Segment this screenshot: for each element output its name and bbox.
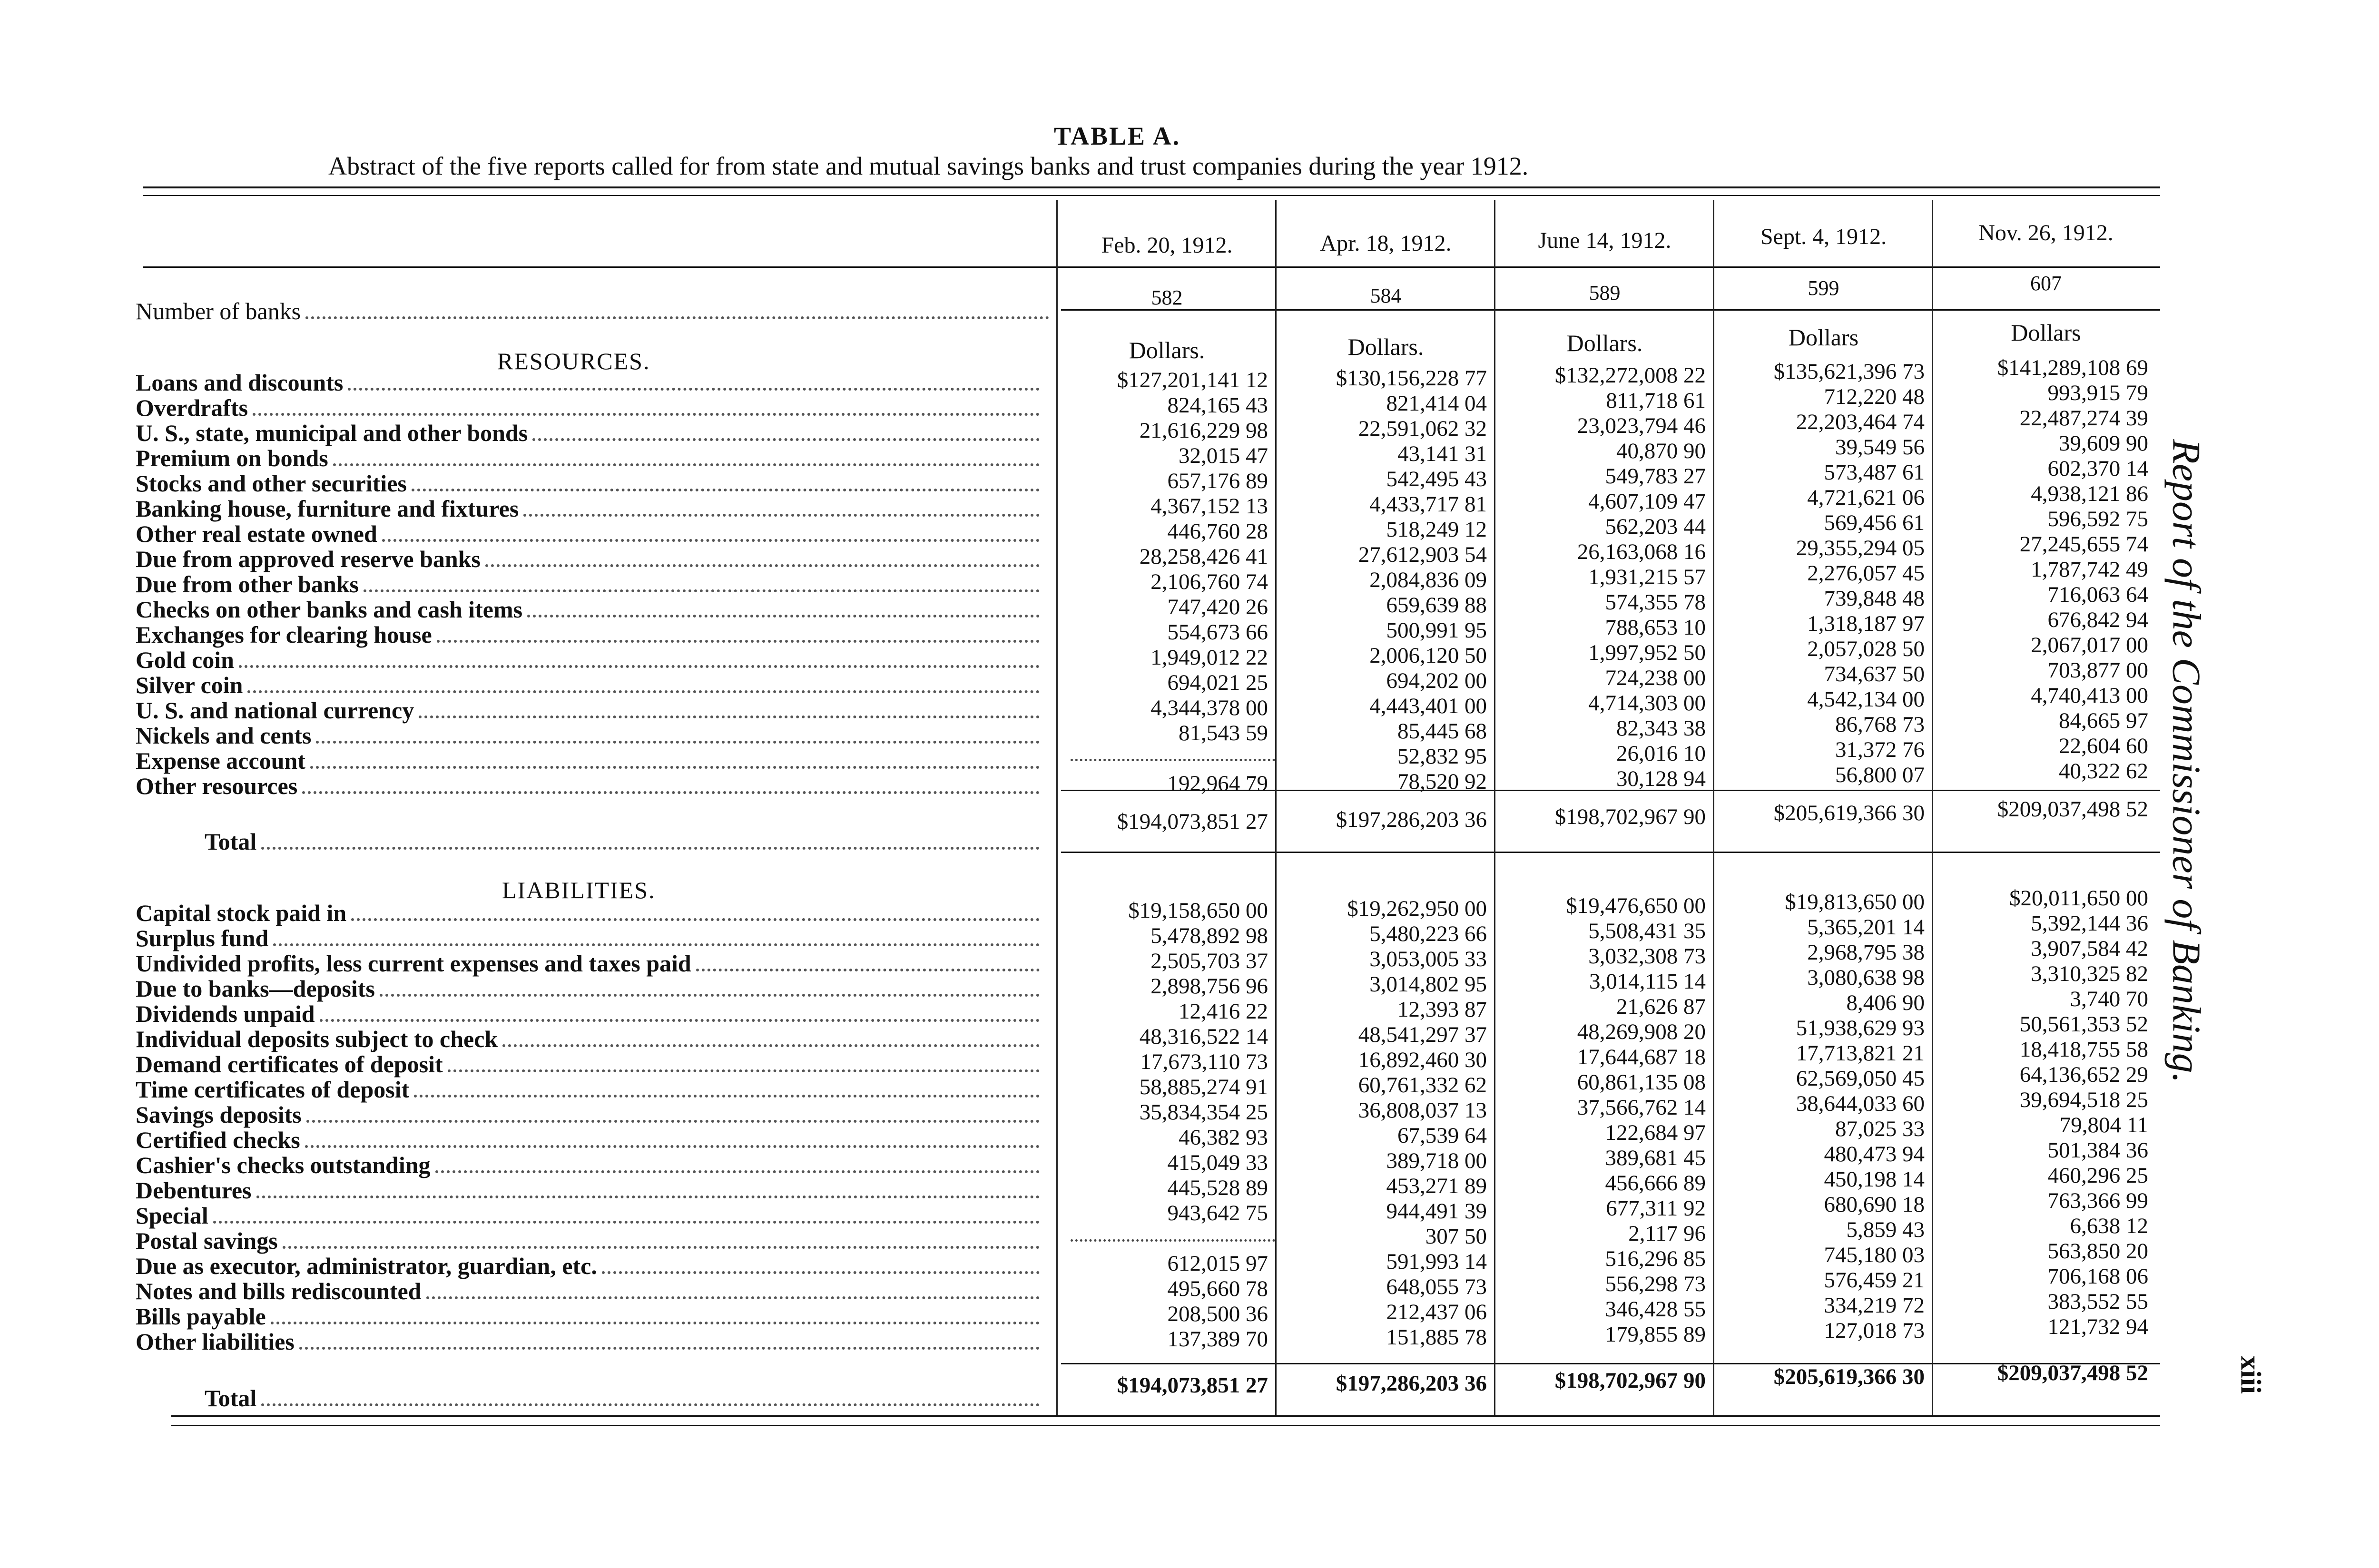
liabilities-cell: 8,406 90 (1846, 990, 1925, 1015)
resources-cell: 86,768 73 (1835, 712, 1925, 737)
resources-cell: 1,787,742 49 (2031, 557, 2148, 582)
page-number-text: xiii (2235, 1355, 2267, 1394)
liabilities-cell: 18,418,755 58 (2019, 1037, 2148, 1062)
liabilities-cell: $19,262,950 00 (1347, 896, 1487, 921)
resources-row (136, 598, 1040, 623)
liabilities-row (136, 1305, 1040, 1330)
resources-cell: $127,201,141 12 (1117, 368, 1268, 392)
liabilities-cell: 5,478,892 98 (1150, 923, 1268, 948)
liabilities-cell: 17,673,110 73 (1140, 1049, 1268, 1074)
resources-cell: 724,238 00 (1605, 666, 1706, 690)
resources-cell: 747,420 26 (1167, 595, 1268, 619)
resources-cell: 1,949,012 22 (1150, 645, 1268, 670)
liabilities-cell: 706,168 06 (2047, 1264, 2148, 1289)
resources-cell: 21,616,229 98 (1139, 418, 1268, 443)
liabilities-cell: 35,834,354 25 (1139, 1100, 1268, 1125)
unit-5: Dollars (2011, 319, 2081, 346)
liabilities-total-label: Total (205, 1387, 257, 1411)
liabilities-cell: 334,219 72 (1824, 1293, 1925, 1318)
resources-row (136, 774, 1040, 800)
resources-row-label: Banking house, furniture and fixtures (136, 497, 519, 522)
resources-row (136, 472, 1040, 497)
liabilities-row-label: Demand certificates of deposit (136, 1053, 443, 1078)
resources-cell: 1,997,952 50 (1588, 640, 1706, 665)
resources-cell: 518,249 12 (1386, 517, 1487, 542)
liabilities-cell: 3,014,115 14 (1589, 969, 1706, 994)
liabilities-row (136, 1002, 1040, 1028)
resources-cell: 22,487,274 39 (2019, 406, 2148, 431)
liabilities-cell: 137,389 70 (1167, 1327, 1268, 1352)
liabilities-cell: 3,053,005 33 (1369, 947, 1487, 971)
liabilities-cell: 5,365,201 14 (1807, 915, 1925, 940)
liabilities-cell: 2,898,756 96 (1150, 974, 1268, 999)
resources-total-value: $197,286,203 36 (1336, 807, 1487, 832)
resources-row (136, 648, 1040, 674)
liabilities-total-value: $198,702,967 90 (1554, 1368, 1706, 1393)
resources-cell: 993,915 79 (2047, 381, 2148, 405)
resources-row (136, 699, 1040, 724)
liabilities-row-label: Debentures (136, 1179, 252, 1204)
liabilities-row-label: Cashier's checks outstanding (136, 1154, 431, 1178)
resources-cell: 569,456 61 (1824, 510, 1925, 535)
liabilities-cell: 3,032,308 73 (1588, 944, 1706, 969)
resources-cell: 4,721,621 06 (1807, 485, 1925, 510)
resources-cell: 542,495 43 (1386, 467, 1487, 491)
resources-cell: 821,414 04 (1386, 391, 1487, 416)
liabilities-cell: 67,539 64 (1397, 1123, 1487, 1148)
liabilities-row-label: Due as executor, administrator, guardian, etc. (136, 1254, 597, 1279)
resources-row-label: U. S., state, municipal and other bonds (136, 421, 528, 446)
resources-cell: 694,021 25 (1167, 670, 1268, 695)
liabilities-cell: 3,014,802 95 (1369, 972, 1487, 997)
resources-cell: 659,639 88 (1386, 593, 1487, 617)
resources-cell: 26,016 10 (1616, 741, 1706, 766)
resources-row-label: Gold coin (136, 648, 234, 673)
resources-cell: 85,445 68 (1397, 719, 1487, 744)
resources-row (136, 749, 1040, 774)
liabilities-row-label: Other liabilities (136, 1330, 295, 1355)
header-rule (143, 266, 2160, 268)
number-of-banks-label: Number of banks (136, 300, 301, 324)
resources-row (136, 396, 1040, 421)
resources-cell: 4,367,152 13 (1150, 494, 1268, 519)
resources-row-label: Exchanges for clearing house (136, 623, 432, 648)
liabilities-cell: 2,968,795 38 (1807, 940, 1925, 965)
liabilities-cell: 6,638 12 (2070, 1214, 2148, 1238)
liabilities-cell: $19,158,650 00 (1128, 898, 1268, 923)
liabilities-row (136, 1179, 1040, 1204)
resources-cell: 554,673 66 (1167, 620, 1268, 645)
resources-cell: 26,163,068 16 (1577, 539, 1706, 564)
liabilities-total-value: $205,619,366 30 (1773, 1364, 1925, 1389)
resources-cell: 56,800 07 (1835, 763, 1925, 787)
resources-cell: 716,063 64 (2047, 582, 2148, 607)
unit-3: Dollars. (1566, 330, 1643, 356)
liabilities-row (136, 902, 1040, 927)
resources-total-value: $198,702,967 90 (1554, 804, 1706, 829)
resources-row-label: Overdrafts (136, 396, 248, 421)
resources-cell: 824,165 43 (1167, 393, 1268, 418)
resources-cell: 574,355 78 (1605, 590, 1706, 615)
resources-cell: 52,832 95 (1397, 744, 1487, 769)
resources-cell: 1,931,215 57 (1588, 565, 1706, 589)
resources-cell: $132,272,008 22 (1554, 363, 1706, 388)
liabilities-cell: 3,310,325 82 (2031, 961, 2148, 986)
liabilities-cell: 389,718 00 (1386, 1148, 1487, 1173)
liabilities-cell: 16,892,460 30 (1358, 1048, 1487, 1072)
resources-row-label: Checks on other banks and cash items (136, 598, 523, 623)
resources-row-label: U. S. and national currency (136, 699, 414, 724)
liabilities-cell: 12,393 87 (1397, 997, 1487, 1022)
resources-cell: 788,653 10 (1605, 615, 1706, 640)
liabilities-row (136, 1254, 1040, 1280)
liabilities-cell: 763,366 99 (2047, 1188, 2148, 1213)
liabilities-cell: 450,198 14 (1824, 1167, 1925, 1192)
liabilities-cell: 36,808,037 13 (1358, 1098, 1487, 1123)
liabilities-cell: 576,459 21 (1824, 1268, 1925, 1293)
col-rule-5 (1932, 200, 1933, 1415)
liabilities-cell: 677,311 92 (1606, 1196, 1706, 1221)
resources-cell: 4,740,413 00 (2031, 683, 2148, 708)
liabilities-cell: 944,491 39 (1386, 1199, 1487, 1224)
liabilities-cell: 680,690 18 (1824, 1192, 1925, 1217)
column-date-2: Apr. 18, 1912. (1320, 231, 1452, 256)
liabilities-row-label: Time certificates of deposit (136, 1078, 410, 1103)
liabilities-cell: 58,885,274 91 (1139, 1075, 1268, 1099)
liabilities-row-label: Undivided profits, less current expenses and taxes paid (136, 952, 691, 977)
resources-cell: 29,355,294 05 (1796, 536, 1925, 560)
table-title: TABLE A. (1054, 122, 1181, 150)
bottom-rule (171, 1415, 2160, 1417)
liabilities-cell: 64,136,652 29 (2019, 1062, 2148, 1087)
liabilities-row (136, 977, 1040, 1002)
resources-cell: 500,991 95 (1386, 618, 1487, 643)
liabilities-cell: 480,473 94 (1824, 1142, 1925, 1166)
liabilities-cell: 445,528 89 (1167, 1176, 1268, 1200)
resources-cell: 811,718 61 (1606, 388, 1706, 413)
liabilities-row (136, 952, 1040, 977)
liabilities-cell: 212,437 06 (1386, 1300, 1487, 1324)
resources-cell: 734,637 50 (1824, 662, 1925, 686)
resources-cell: 40,322 62 (2059, 759, 2148, 784)
resources-cell: 4,433,717 81 (1369, 492, 1487, 517)
liabilities-cell: 121,732 94 (2047, 1314, 2148, 1339)
resources-cell: 657,176 89 (1167, 469, 1268, 493)
resources-cell: 30,128 94 (1616, 766, 1706, 791)
resources-cell: 39,609 90 (2059, 431, 2148, 456)
liabilities-cell: 3,740 70 (2070, 987, 2148, 1011)
liabilities-cell: 46,382 93 (1179, 1125, 1268, 1150)
liabilities-cell: 51,938,629 93 (1796, 1016, 1925, 1040)
liabilities-cell: 563,850 20 (2047, 1239, 2148, 1264)
liabilities-cell: 2,505,703 37 (1150, 949, 1268, 973)
resources-cell: 4,542,134 00 (1807, 687, 1925, 712)
liabilities-cell: 5,480,223 66 (1369, 921, 1487, 946)
liabilities-cell: 5,508,431 35 (1588, 919, 1706, 943)
resources-cell: 2,106,760 74 (1150, 569, 1268, 594)
resources-total-value: $194,073,851 27 (1117, 809, 1268, 834)
col-rule-1 (1056, 200, 1058, 1415)
resources-cell: 32,015 47 (1179, 443, 1268, 468)
column-date-4: Sept. 4, 1912. (1760, 224, 1887, 249)
resources-row (136, 447, 1040, 472)
liabilities-cell: 389,681 45 (1605, 1146, 1706, 1170)
resources-cell: 81,543 59 (1179, 721, 1268, 745)
liabilities-cell: 346,428 55 (1605, 1297, 1706, 1322)
liabilities-row-label: Dividends unpaid (136, 1002, 315, 1027)
liabilities-cell: 12,416 22 (1179, 999, 1268, 1024)
resources-cell: 4,938,121 86 (2031, 481, 2148, 506)
resources-row (136, 421, 1040, 447)
column-date-5: Nov. 26, 1912. (1978, 220, 2114, 245)
liabilities-cell: 62,569,050 45 (1796, 1066, 1925, 1091)
liabilities-cell: 648,055 73 (1386, 1274, 1487, 1299)
liabilities-row-label: Notes and bills rediscounted (136, 1280, 422, 1304)
liabilities-row (136, 1028, 1040, 1053)
resources-row (136, 674, 1040, 699)
resources-cell: 27,612,903 54 (1358, 542, 1487, 567)
top-rule-thin (143, 195, 2160, 196)
resources-total-value: $205,619,366 30 (1773, 801, 1925, 825)
table-subtitle: Abstract of the five reports called for from state and mutual savings banks and trust companies during the year 1912. (328, 152, 1529, 180)
resources-heading: RESOURCES. (497, 348, 650, 374)
liabilities-total-value: $197,286,203 36 (1336, 1371, 1487, 1396)
resources-cell: 40,870 90 (1616, 439, 1706, 463)
liabilities-cell: 453,271 89 (1386, 1174, 1487, 1198)
liabilities-cell: 556,298 73 (1605, 1272, 1706, 1296)
col-rule-4 (1713, 200, 1714, 1415)
liabilities-cell: 415,049 33 (1167, 1150, 1268, 1175)
liabilities-total-value: $194,073,851 27 (1117, 1373, 1268, 1398)
resources-total-label: Total (205, 830, 257, 855)
liabilities-row (136, 1204, 1040, 1229)
liabilities-row-label: Due to banks—deposits (136, 977, 375, 1002)
liabilities-row (136, 1330, 1040, 1355)
resources-row-label: Silver coin (136, 674, 243, 698)
resources-cell: 602,370 14 (2047, 456, 2148, 481)
liabilities-cell: 612,015 97 (1167, 1251, 1268, 1276)
liabilities-cell: 943,642 75 (1167, 1201, 1268, 1225)
liabilities-cell: 79,804 11 (2059, 1113, 2148, 1137)
number-of-banks-row (136, 300, 1049, 325)
resources-row (136, 724, 1040, 749)
resources-cell: 4,714,303 00 (1588, 691, 1706, 715)
liabilities-cell: 5,859 43 (1846, 1217, 1925, 1242)
liabilities-row (136, 1053, 1040, 1078)
liabilities-cell: 37,566,762 14 (1577, 1095, 1706, 1120)
bottom-rule-thin (171, 1425, 2160, 1426)
liabilities-total-row (205, 1387, 1040, 1412)
liabilities-total-value: $209,037,498 52 (1997, 1361, 2148, 1385)
liabilities-row (136, 1128, 1040, 1154)
resources-cell: $141,289,108 69 (1997, 355, 2148, 380)
liabilities-cell: 456,666 89 (1605, 1171, 1706, 1196)
resources-cell: 549,783 27 (1605, 464, 1706, 489)
resources-dotted-separator (1071, 759, 1275, 761)
bank-count-2: 584 (1370, 284, 1402, 307)
unit-4: Dollars (1788, 324, 1859, 351)
resources-cell: 23,023,794 46 (1577, 413, 1706, 438)
liabilities-cell: 591,993 14 (1386, 1249, 1487, 1274)
resources-row-label: Due from other banks (136, 573, 359, 598)
resources-row (136, 548, 1040, 573)
resources-cell: 78,520 92 (1397, 769, 1487, 794)
resources-cell: 4,607,109 47 (1588, 489, 1706, 514)
resources-cell: 703,877 00 (2047, 658, 2148, 683)
liabilities-cell: 127,018 73 (1824, 1318, 1925, 1343)
liabilities-cell: 208,500 36 (1167, 1302, 1268, 1326)
resources-cell: 2,006,120 50 (1369, 643, 1487, 668)
resources-cell: 2,067,017 00 (2031, 633, 2148, 657)
resources-cell: $130,156,228 77 (1336, 366, 1487, 391)
resources-cell: 28,258,426 41 (1139, 544, 1268, 569)
resources-cell: 31,372 76 (1835, 737, 1925, 762)
liabilities-cell: 48,269,908 20 (1577, 1019, 1706, 1044)
resources-cell: 446,760 28 (1167, 519, 1268, 544)
liabilities-row-label: Surplus fund (136, 927, 269, 951)
resources-row-label: Expense account (136, 749, 305, 774)
liabilities-cell: 60,861,135 08 (1577, 1070, 1706, 1095)
resources-row-label: Other real estate owned (136, 522, 377, 547)
resources-cell: 596,592 75 (2047, 507, 2148, 531)
resources-total-value: $209,037,498 52 (1997, 797, 2148, 822)
liabilities-row-label: Bills payable (136, 1305, 266, 1330)
resources-cell: 739,848 48 (1824, 586, 1925, 611)
resources-row-label: Nickels and cents (136, 724, 312, 749)
liabilities-cell: $19,813,650 00 (1785, 890, 1925, 914)
unit-2: Dollars. (1347, 333, 1424, 360)
liabilities-cell: 2,117 96 (1628, 1221, 1706, 1246)
resources-cell: 676,842 94 (2047, 608, 2148, 632)
resources-cell: 22,604 60 (2059, 734, 2148, 758)
liabilities-cell: 48,541,297 37 (1358, 1022, 1487, 1047)
liabilities-dotted-separator (1071, 1239, 1275, 1242)
liabilities-row (136, 1229, 1040, 1254)
liabilities-row-label: Savings deposits (136, 1103, 302, 1128)
liabilities-cell: 38,644,033 60 (1796, 1091, 1925, 1116)
side-title-text: Report of the Commissioner of Banking. (2164, 439, 2209, 1083)
column-date-3: June 14, 1912. (1538, 228, 1671, 253)
resources-cell: $135,621,396 73 (1773, 359, 1925, 384)
bank-count-3: 589 (1589, 281, 1621, 304)
resources-cell: 4,443,401 00 (1369, 694, 1487, 718)
liabilities-cell: 179,855 89 (1605, 1322, 1706, 1347)
resources-total-row (205, 830, 1040, 855)
resources-cell: 562,203 44 (1605, 514, 1706, 539)
resources-cell: 4,344,378 00 (1150, 696, 1268, 720)
liabilities-cell: 17,644,687 18 (1577, 1045, 1706, 1069)
liabilities-row-label: Certified checks (136, 1128, 300, 1153)
col-rule-2 (1275, 200, 1277, 1415)
resources-row (136, 573, 1040, 598)
liabilities-row-label: Postal savings (136, 1229, 278, 1254)
resources-row-label: Stocks and other securities (136, 472, 407, 497)
liabilities-cell: 39,694,518 25 (2019, 1088, 2148, 1112)
resources-cell: 82,343 38 (1616, 716, 1706, 741)
resources-cell: 43,141 31 (1397, 441, 1487, 466)
resources-row (136, 497, 1040, 522)
liabilities-cell: 17,713,821 21 (1796, 1041, 1925, 1066)
resources-cell: 84,665 97 (2059, 708, 2148, 733)
liabilities-row (136, 1154, 1040, 1179)
liabilities-cell: 5,392,144 36 (2031, 911, 2148, 936)
liabilities-cell: 21,626 87 (1616, 994, 1706, 1019)
resources-cell: 1,318,187 97 (1807, 611, 1925, 636)
column-date-1: Feb. 20, 1912. (1101, 233, 1233, 258)
resources-cell: 712,220 48 (1824, 384, 1925, 409)
liabilities-cell: 87,025 33 (1835, 1117, 1925, 1141)
liabilities-cell: 495,660 78 (1167, 1276, 1268, 1301)
liabilities-row (136, 1280, 1040, 1305)
liabilities-row-label: Special (136, 1204, 208, 1229)
liabilities-row-label: Individual deposits subject to check (136, 1028, 498, 1052)
resources-cell: 27,245,655 74 (2019, 532, 2148, 557)
liabilities-cell: 745,180 03 (1824, 1243, 1925, 1267)
resources-row-label: Due from approved reserve banks (136, 548, 481, 572)
liabilities-cell: 122,684 97 (1605, 1120, 1706, 1145)
bank-count-5: 607 (2030, 272, 2062, 295)
liabilities-cell: 460,296 25 (2047, 1163, 2148, 1188)
resources-total-bottom-rule (1061, 852, 2160, 853)
liabilities-cell: 516,296 85 (1605, 1246, 1706, 1271)
resources-row-label: Loans and discounts (136, 371, 344, 396)
liabilities-cell: 3,907,584 42 (2031, 936, 2148, 961)
resources-cell: 573,487 61 (1824, 460, 1925, 485)
liabilities-row (136, 1078, 1040, 1103)
resources-cell: 694,202 00 (1386, 668, 1487, 693)
resources-cell: 192,964 79 (1167, 771, 1268, 796)
liabilities-heading: LIABILITIES. (502, 877, 656, 903)
liabilities-cell: 307 50 (1425, 1224, 1487, 1249)
liabilities-cell: 60,761,332 62 (1358, 1073, 1487, 1098)
liabilities-row (136, 927, 1040, 952)
resources-cell: 22,203,464 74 (1796, 410, 1925, 434)
col-rule-3 (1494, 200, 1495, 1415)
resources-row-label: Premium on bonds (136, 447, 328, 471)
resources-cell: 2,276,057 45 (1807, 561, 1925, 586)
unit-1: Dollars. (1129, 337, 1205, 363)
bank-count-1: 582 (1151, 286, 1183, 309)
liabilities-cell: 3,080,638 98 (1807, 965, 1925, 990)
liabilities-cell: 383,552 55 (2047, 1289, 2148, 1314)
resources-row (136, 371, 1040, 396)
bank-count-4: 599 (1808, 276, 1839, 300)
resources-cell: 22,591,062 32 (1358, 416, 1487, 441)
resources-row (136, 522, 1040, 548)
liabilities-cell: 151,885 78 (1386, 1325, 1487, 1350)
liabilities-row-label: Capital stock paid in (136, 902, 347, 926)
resources-row (136, 623, 1040, 648)
liabilities-cell: $20,011,650 00 (2009, 886, 2148, 911)
resources-row-label: Other resources (136, 774, 298, 799)
top-rule (143, 186, 2160, 188)
resources-cell: 2,057,028 50 (1807, 637, 1925, 661)
liabilities-row (136, 1103, 1040, 1128)
liabilities-cell: 48,316,522 14 (1139, 1024, 1268, 1049)
resources-cell: 39,549 56 (1835, 435, 1925, 460)
liabilities-cell: 501,384 36 (2047, 1138, 2148, 1163)
liabilities-cell: 50,561,353 52 (2019, 1012, 2148, 1037)
liabilities-cell: $19,476,650 00 (1566, 893, 1706, 918)
resources-cell: 2,084,836 09 (1369, 568, 1487, 592)
